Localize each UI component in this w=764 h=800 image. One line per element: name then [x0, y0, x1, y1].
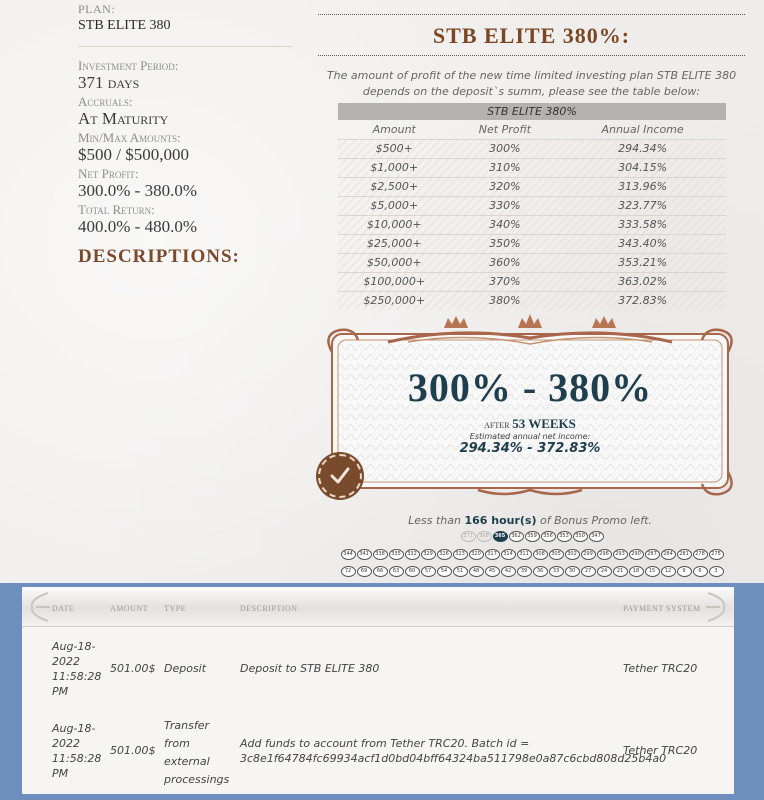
- promo-day-bubble: 57: [421, 566, 436, 577]
- promo-day-bubble: 39: [517, 566, 532, 577]
- promo-day-bubble: 42: [501, 566, 516, 577]
- transaction-history: [22, 587, 734, 794]
- promo-day-bubble: 12: [661, 566, 676, 577]
- promo-day-bubble: 18: [629, 566, 644, 577]
- column-header: Amount: [372, 122, 416, 136]
- promo-day-bubble: 293: [613, 549, 628, 560]
- promo-day-bubble: 305: [549, 549, 564, 560]
- table-row: $500+ 300% 294.34%: [338, 139, 726, 158]
- ornament-icon: [704, 589, 730, 625]
- promo-countdown-text: Less than 166 hour(s) of Bonus Promo left.: [408, 514, 652, 527]
- profit-range: 300% - 380%: [407, 365, 653, 410]
- promo-day-bubble: 72: [341, 566, 356, 577]
- promo-day-bubble: 6: [693, 566, 708, 577]
- promo-day-bubble: 368: [477, 531, 492, 542]
- promo-day-bubble: 314: [501, 549, 516, 560]
- promo-day-bubble: 371: [461, 531, 476, 542]
- promo-day-bubble: 347: [589, 531, 604, 542]
- promo-day-bubble: 359: [525, 531, 540, 542]
- promo-day-bubble: 320: [469, 549, 484, 560]
- crown-icon: [444, 314, 616, 328]
- promo-day-bubble: 66: [373, 566, 388, 577]
- spec-net-profit: Net Profit: 300.0% - 380.0%: [78, 166, 197, 200]
- divider: [78, 46, 293, 47]
- promo-day-bubble: 51: [453, 566, 468, 577]
- header-payment-system: PAYMENT SYSTEM: [623, 604, 701, 613]
- promo-day-bubble: 69: [357, 566, 372, 577]
- promo-day-bubble: 45: [485, 566, 500, 577]
- promo-day-bubble: 281: [677, 549, 692, 560]
- promo-day-bubble: 296: [597, 549, 612, 560]
- table-row: $50,000+ 360% 353.21%: [338, 253, 726, 272]
- promo-day-bubble: 365: [493, 531, 508, 542]
- spec-total-return: Total Return: 400.0% - 480.0%: [78, 202, 197, 236]
- promo-day-bubble: 21: [613, 566, 628, 577]
- table-row: [22, 627, 734, 713]
- promo-day-bubble: 323: [453, 549, 468, 560]
- promo-day-bubble: 329: [421, 549, 436, 560]
- row-description: Deposit to STB ELITE 380: [240, 662, 380, 675]
- annual-income-range: 294.34% - 372.83%: [459, 441, 601, 456]
- promo-day-bubble: 338: [373, 549, 388, 560]
- check-icon: [328, 464, 352, 488]
- rate-table-title: STB ELITE 380%: [338, 103, 726, 120]
- offer-panel: [318, 14, 745, 100]
- promo-day-bubble: 275: [709, 549, 724, 560]
- estimated-income-label: Estimated annual net income:: [469, 432, 591, 441]
- row-payment-system: Tether TRC20: [623, 744, 698, 757]
- promo-day-bubble: 344: [341, 549, 356, 560]
- table-row: $250,000+ 380% 372.83%: [338, 291, 726, 310]
- promo-day-bubble: 362: [509, 531, 524, 542]
- promo-day-bubble: 36: [533, 566, 548, 577]
- promo-day-bubble: 308: [533, 549, 548, 560]
- promo-day-bubble: 326: [437, 549, 452, 560]
- table-row: $10,000+ 340% 333.58%: [338, 215, 726, 234]
- ornament-icon: [26, 589, 52, 625]
- promo-day-bubble: 332: [405, 549, 420, 560]
- row-amount: 501.00$: [110, 662, 156, 675]
- table-row: $2,500+ 320% 313.96%: [338, 177, 726, 196]
- row-payment-system: Tether TRC20: [623, 662, 698, 675]
- promo-day-row: [332, 566, 732, 577]
- promo-day-bubble: 15: [645, 566, 660, 577]
- offer-title: STB ELITE 380%:: [432, 23, 631, 48]
- table-row: [22, 713, 734, 793]
- promo-day-bubble: 60: [405, 566, 420, 577]
- promo-day-bubble: 302: [565, 549, 580, 560]
- plan-name: STB ELITE 380: [78, 18, 171, 33]
- rate-table: [338, 103, 726, 310]
- promo-day-bubble: 356: [541, 531, 556, 542]
- promo-day-bubble: 350: [573, 531, 588, 542]
- term-weeks: 53 WEEKS: [512, 416, 576, 431]
- promo-day-bubble: 284: [661, 549, 676, 560]
- descriptions-heading: DESCRIPTIONS:: [78, 246, 240, 267]
- promo-day-row: [332, 531, 732, 542]
- promo-day-bubble: 3: [709, 566, 724, 577]
- rate-table-header: [338, 120, 726, 139]
- column-header: Net Profit: [478, 122, 531, 136]
- column-header: Annual Income: [601, 122, 684, 136]
- promo-day-bubble: 299: [581, 549, 596, 560]
- promo-day-bubble: 54: [437, 566, 452, 577]
- promo-day-bubble: 353: [557, 531, 572, 542]
- offer-intro: The amount of profit of the new time limited investing plan STB ELITE 380 depends on the deposit`s summ, please see the table below:: [326, 69, 737, 98]
- table-row: $1,000+ 310% 304.15%: [338, 158, 726, 177]
- promo-day-row: [332, 549, 732, 560]
- table-row: $25,000+ 350% 343.40%: [338, 234, 726, 253]
- header-description: DESCRIPTION: [240, 604, 298, 613]
- spec-accruals: Accruals: At Maturity: [78, 94, 169, 128]
- header-date: DATE: [52, 604, 75, 613]
- row-type: Deposit: [164, 662, 207, 675]
- header-amount: AMOUNT: [110, 604, 149, 613]
- promo-day-bubble: 24: [597, 566, 612, 577]
- promo-day-bubble: 341: [357, 549, 372, 560]
- promo-day-bubble: 287: [645, 549, 660, 560]
- plan-certificate: [318, 312, 742, 502]
- select-plan-button[interactable]: [318, 454, 362, 498]
- spec-min-max-amounts: Min/Max Amounts: $500 / $500,000: [78, 130, 189, 164]
- table-row: $5,000+ 330% 323.77%: [338, 196, 726, 215]
- row-description: Add funds to account from Tether TRC20. Batch id = 3c8e1f64784fc69934acf1d0bd04bff64324ba511798e0a87c6cbd808d25b4a0: [240, 737, 667, 765]
- table-row: $100,000+ 370% 363.02%: [338, 272, 726, 291]
- promo-day-bubble: 9: [677, 566, 692, 577]
- promo-day-bubble: 290: [629, 549, 644, 560]
- row-type: Transfer from external processings: [164, 719, 230, 786]
- plan-caption: PLAN:: [78, 2, 116, 16]
- term-text: after 53 WEEKS: [484, 416, 576, 431]
- promo-day-bubble: 33: [549, 566, 564, 577]
- promo-day-bubble: 335: [389, 549, 404, 560]
- promo-day-bubble: 278: [693, 549, 708, 560]
- dotted-divider-bottom: [318, 55, 745, 56]
- promo-day-bubble: 317: [485, 549, 500, 560]
- promo-day-bubble: 27: [581, 566, 596, 577]
- promo-day-bubble: 311: [517, 549, 532, 560]
- spec-investment-period: Investment Period: 371 days: [78, 58, 179, 92]
- promo-day-bubble: 30: [565, 566, 580, 577]
- row-date: Aug-18- 2022 11:58:28 PM: [52, 640, 102, 698]
- header-type: TYPE: [164, 604, 186, 613]
- history-header: [22, 587, 734, 627]
- row-date: Aug-18- 2022 11:58:28 PM: [52, 722, 102, 780]
- promo-day-bubble: 63: [389, 566, 404, 577]
- promo-day-bubble: 48: [469, 566, 484, 577]
- promo-hours: 166 hour(s): [464, 514, 537, 527]
- row-amount: 501.00$: [110, 744, 156, 757]
- plan-details: [78, 2, 293, 268]
